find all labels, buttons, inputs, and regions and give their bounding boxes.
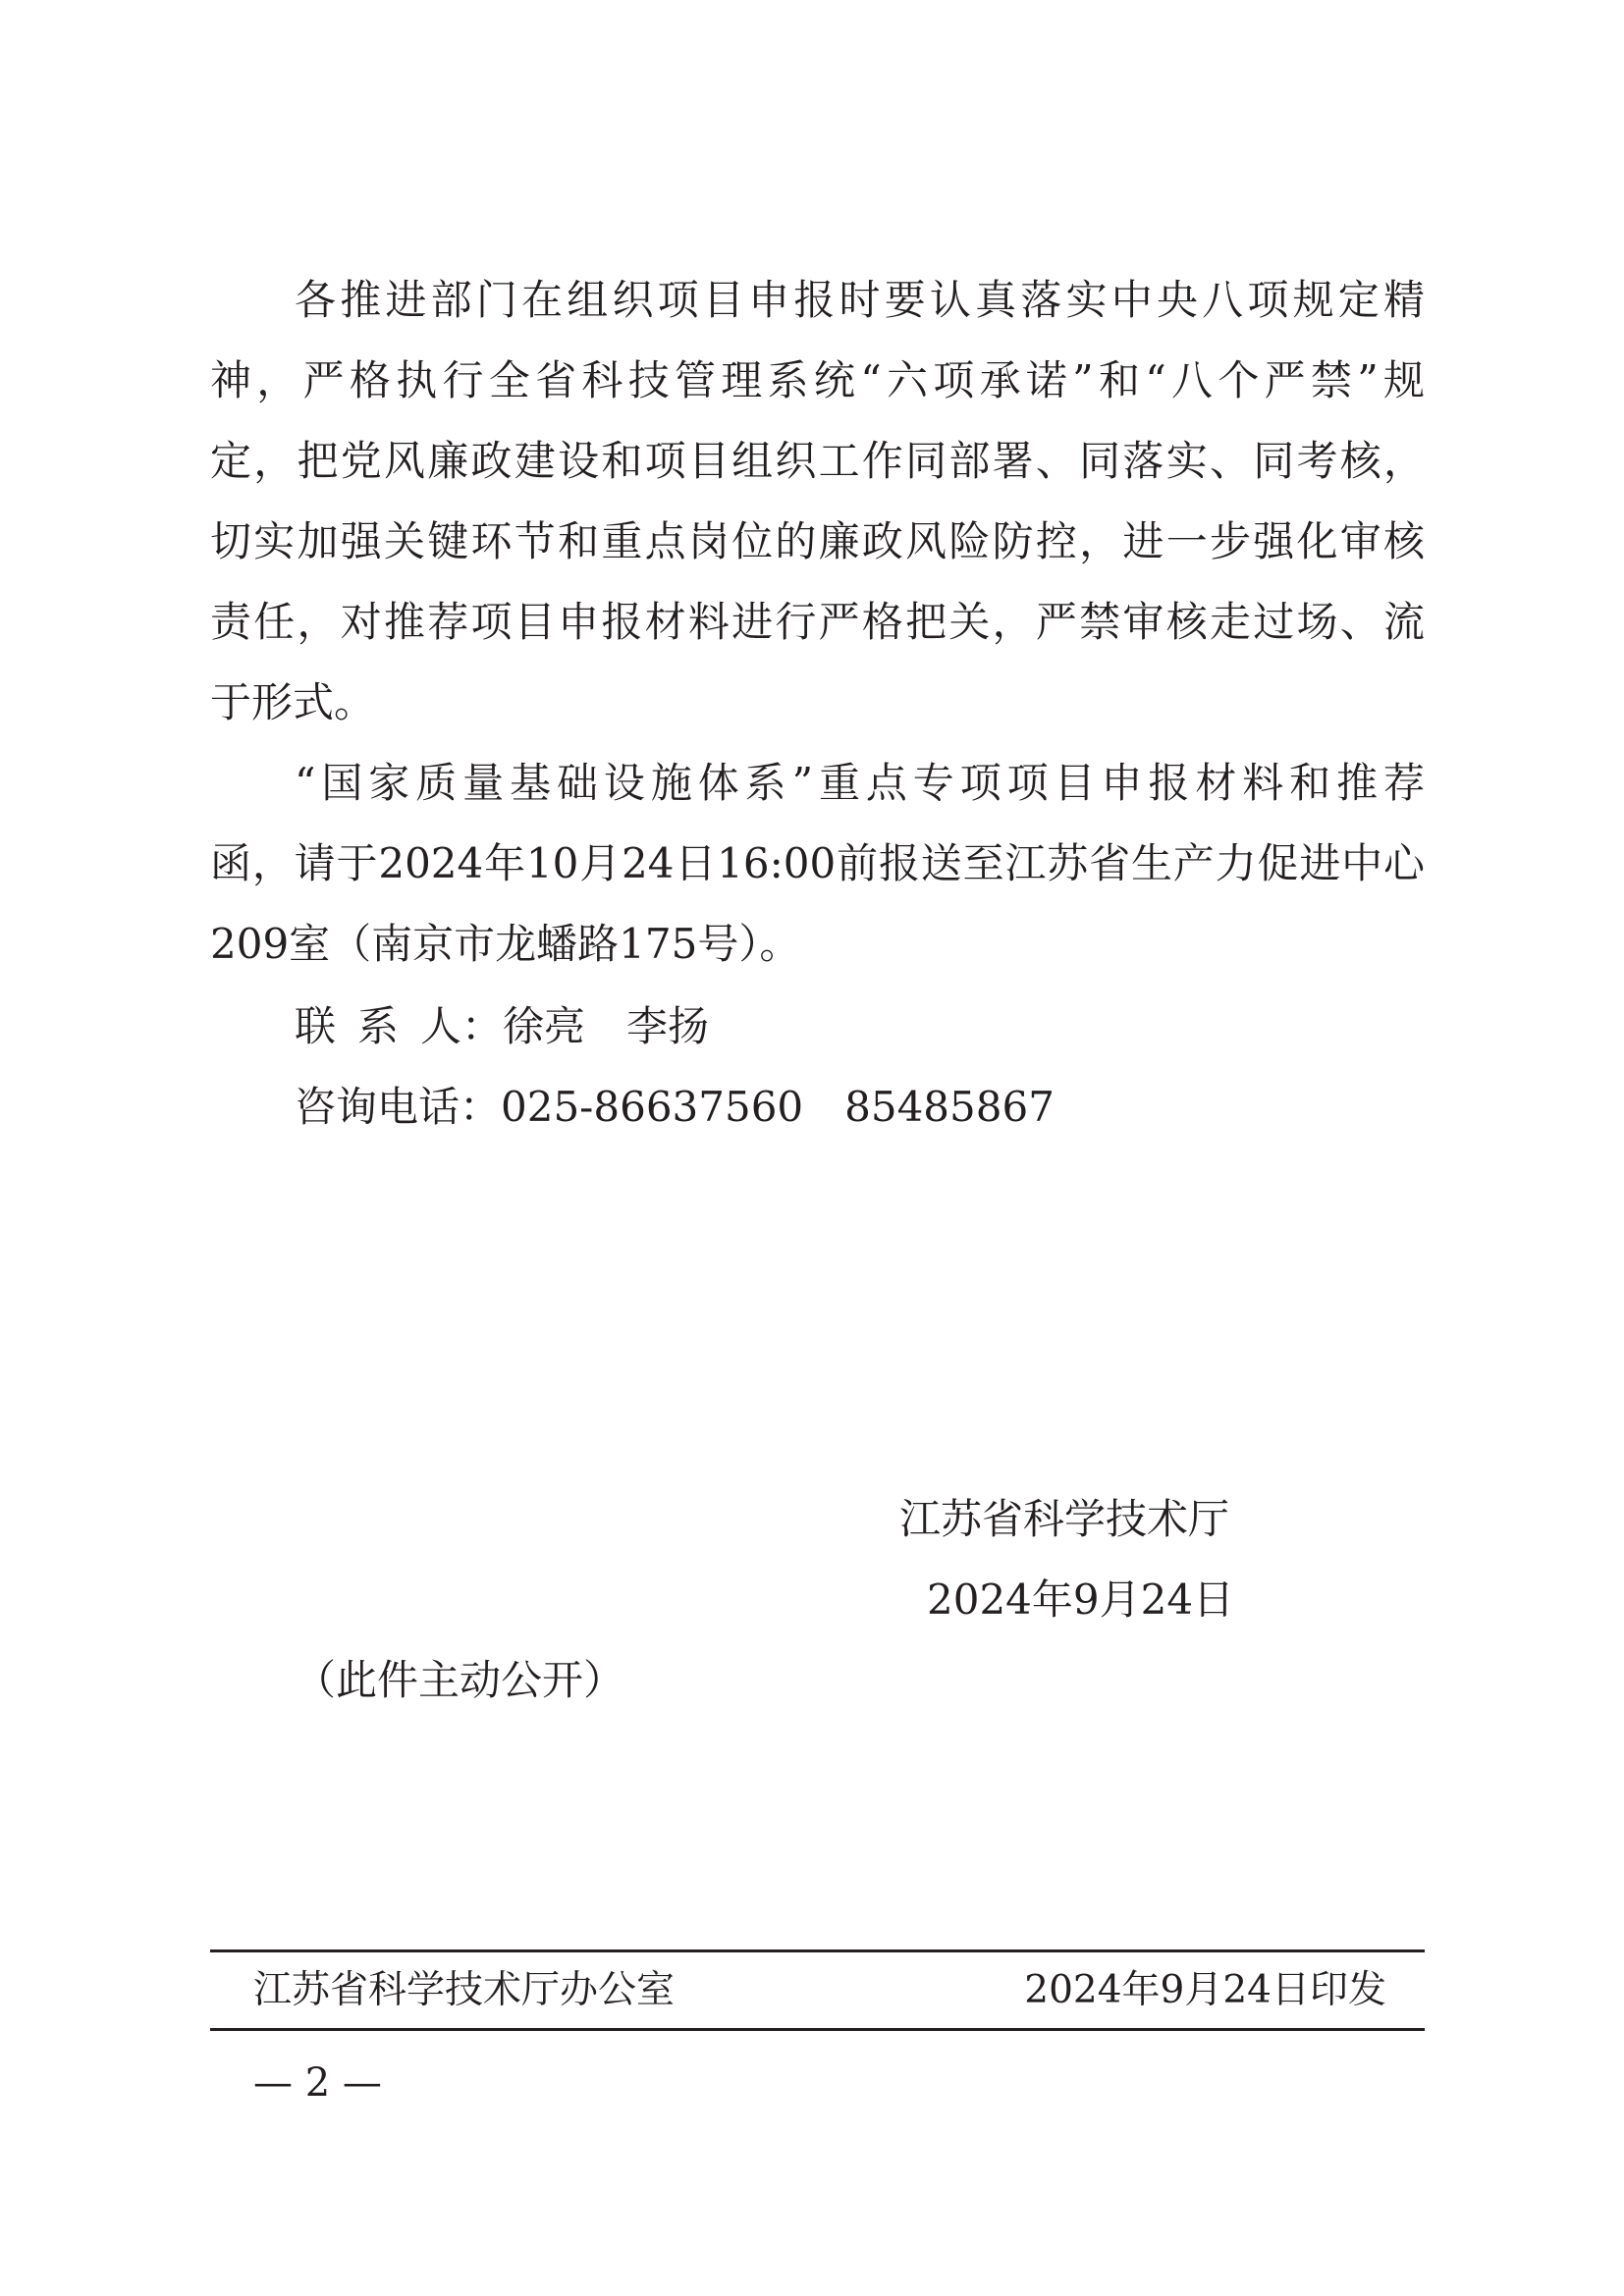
footer-top-rule — [210, 1949, 1425, 1952]
para2-line-3: 209室（南京市龙蟠路175号）。 — [210, 920, 801, 968]
footer-bottom-rule — [210, 2028, 1425, 2031]
para1-line-4: 切实加强关键环节和重点岗位的廉政风险防控，进一步强化审核 — [210, 517, 1425, 565]
phone-value: 025-86637560 85485867 — [501, 1083, 1055, 1131]
contact-label-char: 系 — [357, 1002, 400, 1050]
para2-line-1: “国家质量基础设施体系”重点专项项目申报材料和推荐 — [295, 759, 1425, 807]
para2-line-2: 函，请于2024年10月24日16:00前报送至江苏省生产力促进中心 — [210, 839, 1425, 887]
phone-label: 咨询电话： — [295, 1083, 502, 1131]
para1-line-2: 神，严格执行全省科技管理系统“六项承诺”和“八个严禁”规 — [210, 356, 1425, 404]
footer-issuer: 江苏省科学技术厅办公室 — [253, 1968, 676, 2012]
para1-line-1: 各推进部门在组织项目申报时要认真落实中央八项规定精 — [295, 276, 1425, 324]
footer-issue-date: 2024年9月24日印发 — [1024, 1968, 1386, 2012]
contact-label-char: 联 — [295, 1002, 337, 1050]
contact-person-line — [295, 997, 1425, 1056]
disclosure-note: （此件主动公开） — [295, 1656, 625, 1704]
contact-names: 徐亮 李扬 — [503, 1002, 710, 1050]
signature-org: 江苏省科学技术厅 — [899, 1495, 1230, 1543]
para1-line-5: 责任，对推荐项目申报材料进行严格把关，严禁审核走过场、流 — [210, 598, 1425, 646]
page-number: — 2 — — [253, 2060, 382, 2106]
contact-label-char: 人 — [420, 1002, 462, 1050]
signature-date: 2024年9月24日 — [927, 1575, 1235, 1624]
para1-line-6: 于形式。 — [210, 678, 376, 726]
contact-label-colon: ： — [461, 1002, 504, 1050]
contact-phone-line — [295, 1078, 1425, 1137]
para1-line-3: 定，把党风廉政建设和项目组织工作同部署、同落实、同考核， — [210, 437, 1425, 485]
